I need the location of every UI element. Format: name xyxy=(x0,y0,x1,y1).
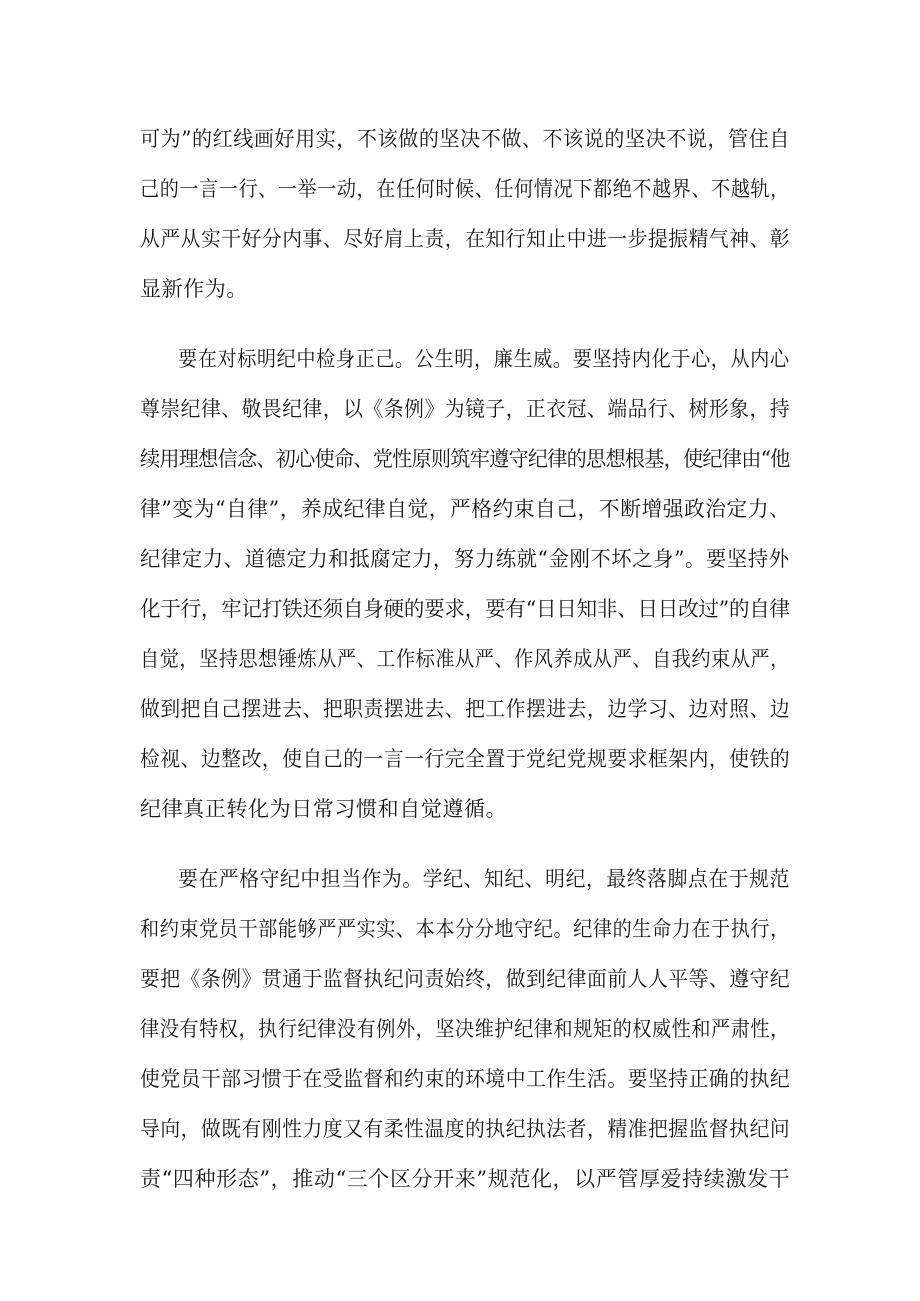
paragraph-3-line-7: 责“四种形态”，推动“三个区分开来”规范化，以严管厚爱持续激发干 xyxy=(140,1167,791,1191)
paragraph-3-line-5: 使党员干部习惯于在受监督和约束的环境中工作生活。要坚持正确的执纪 xyxy=(140,1067,791,1091)
paragraph-3-line-1: 要在严格守纪中担当作为。学纪、知纪、明纪，最终落脚点在于规范 xyxy=(178,867,790,891)
paragraph-1-line-2: 己的一言一行、一举一动，在任何时候、任何情况下都绝不越界、不越轨， xyxy=(140,177,790,201)
paragraph-3-line-6: 导向，做既有刚性力度又有柔性温度的执纪执法者，精准把握监督执纪问 xyxy=(140,1117,791,1141)
paragraph-1-line-3: 从严从实干好分内事、尽好肩上责，在知行知止中进一步提振精气神、彰 xyxy=(140,227,791,251)
paragraph-2-line-1: 要在对标明纪中检身正己。公生明，廉生威。要坚持内化于心，从内心 xyxy=(178,347,790,371)
paragraph-2-line-9: 检视、边整改，使自己的一言一行完全置于党纪党规要求框架内，使铁的 xyxy=(140,747,791,771)
paragraph-2-line-4: 律”变为“自律”，养成纪律自觉，严格约束自己，不断增强政治定力、 xyxy=(140,497,791,521)
paragraph-3-line-4: 律没有特权，执行纪律没有例外，坚决维护纪律和规矩的权威性和严肃性， xyxy=(140,1017,790,1041)
paragraph-2-line-2: 尊崇纪律、敬畏纪律，以《条例》为镜子，正衣冠、端品行、树形象，持 xyxy=(140,397,791,421)
paragraph-1-line-1: 可为”的红线画好用实，不该做的坚决不做、不该说的坚决不说，管住自 xyxy=(140,127,790,151)
paragraph-2-line-5: 纪律定力、道德定力和抵腐定力，努力练就“金刚不坏之身”。要坚持外 xyxy=(140,547,790,571)
paragraph-2-line-10: 纪律真正转化为日常习惯和自觉遵循。 xyxy=(140,797,508,821)
paragraph-3-line-2: 和约束党员干部能够严严实实、本本分分地守纪。纪律的生命力在于执行， xyxy=(140,917,790,941)
paragraph-1-line-4: 显新作为。 xyxy=(140,277,248,301)
paragraph-2-line-6: 化于行，牢记打铁还须自身硬的要求，要有“日日知非、日日改过”的自律 xyxy=(140,597,790,621)
paragraph-2-line-7: 自觉，坚持思想锤炼从严、工作标准从严、作风养成从严、自我约束从严， xyxy=(140,647,790,671)
paragraph-3-line-3: 要把《条例》贯通于监督执纪问责始终，做到纪律面前人人平等、遵守纪 xyxy=(140,967,791,991)
paragraph-2-line-3: 续用理想信念、初心使命、党性原则筑牢遵守纪律的思想根基，使纪律由“他 xyxy=(140,447,790,471)
paragraph-2-line-8: 做到把自己摆进去、把职责摆进去、把工作摆进去，边学习、边对照、边 xyxy=(140,697,791,721)
